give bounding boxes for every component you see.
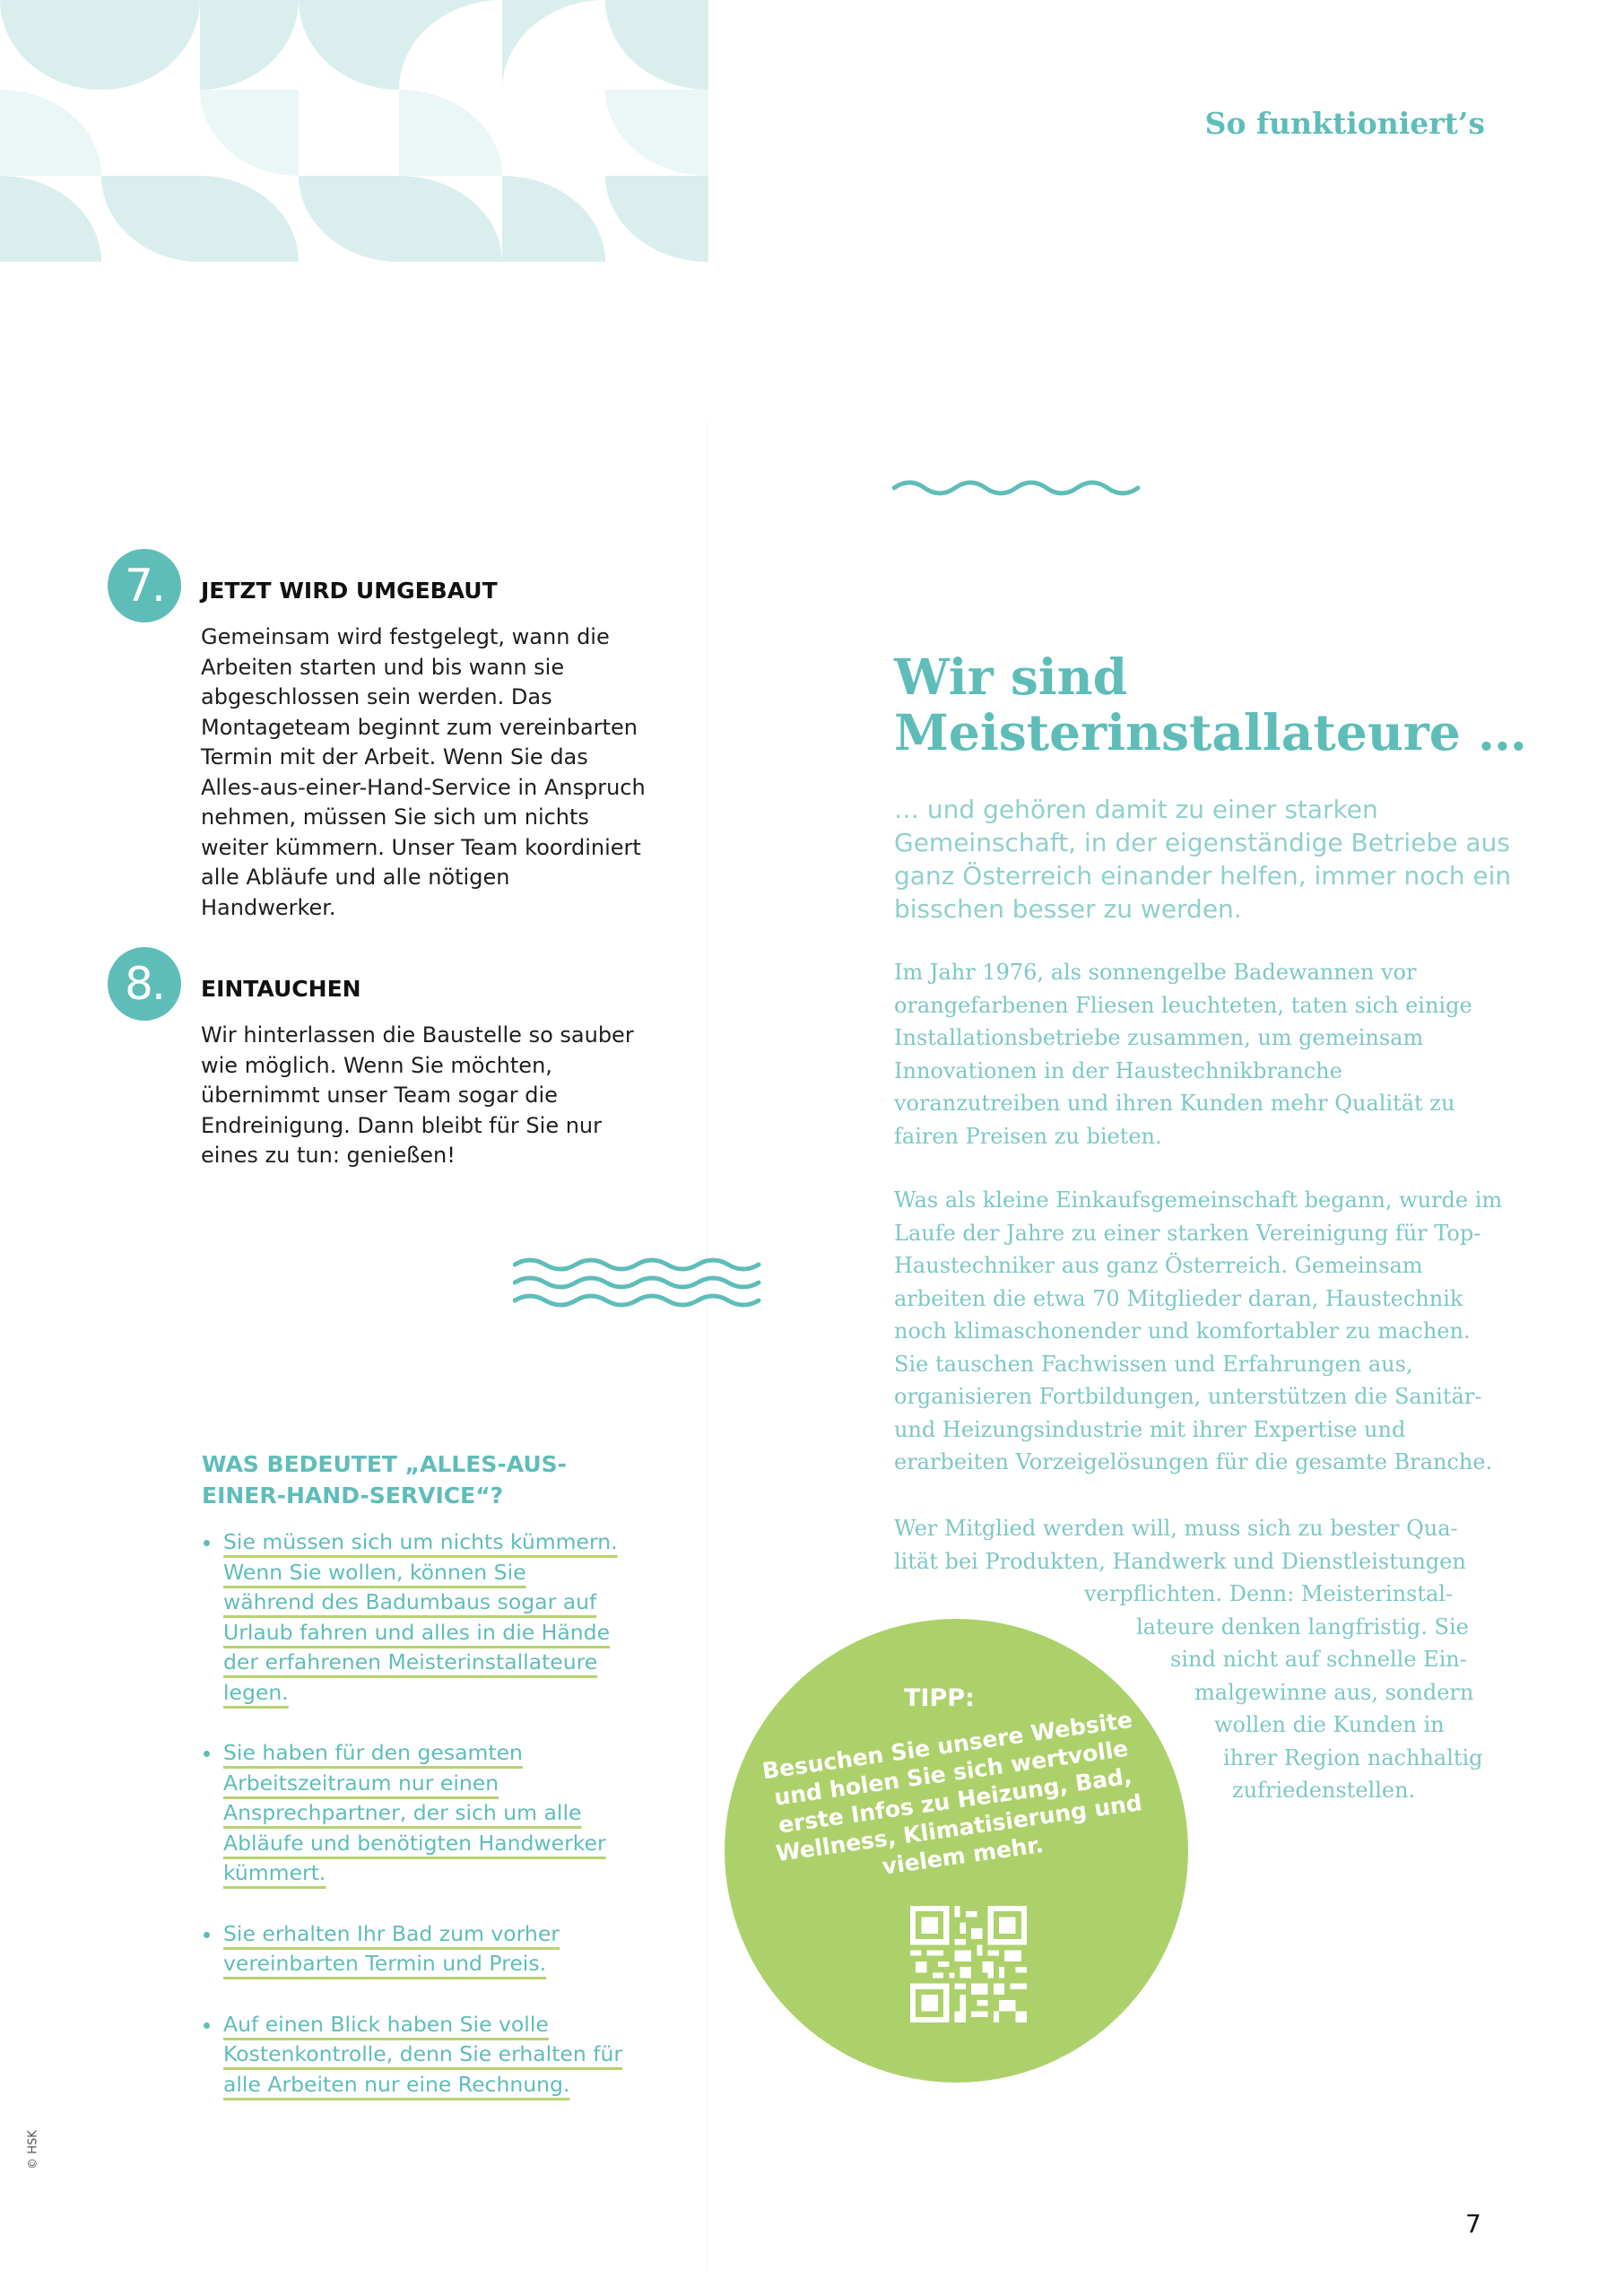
paragraph-line: zufriedenstellen. [1232, 1778, 1416, 1803]
service-item-text: Sie müssen sich um nichts kümmern. Wenn Sie wollen, können Sie während des Badumbaus sogar auf Urlaub fahren und alles in die Hände der erfahrenen Meisterinstallateure legen. [223, 1529, 618, 1705]
page-divider [707, 422, 708, 2269]
section-title: So funktioniert’s [1204, 106, 1485, 141]
service-item-text: Auf einen Blick haben Sie volle Kostenkontrolle, denn Sie erhalten für alle Arbeiten nur eine Rechnung. [223, 2011, 623, 2097]
photo-credit-text: © HSK [26, 2130, 40, 2170]
article-subtitle: … und gehören damit zu einer starken Gemeinschaft, in der eigenständige Betriebe aus ganz Österreich einander helfen, immer noch ein bisschen besser zu werden. [894, 795, 1512, 924]
qr-code-icon[interactable] [910, 1906, 1027, 2022]
step-heading: EINTAUCHEN [201, 976, 361, 1002]
service-item-text: Sie haben für den gesamten Arbeitszeitraum nur einen Ansprechpartner, der sich um alle Abläufe und benötigten Handwerker kümmert. [223, 1740, 606, 1885]
list-item [202, 1527, 623, 1708]
wave-decoration-icon [892, 474, 1143, 500]
paragraph-line: lateure denken langfristig. Sie [1136, 1613, 1469, 1639]
service-heading: WAS BEDEUTET „ALLES-AUS-EINER-HAND-SERVICE“? [202, 1451, 568, 1509]
article-title: Wir sind Meisterinstallateure … [894, 648, 1527, 761]
step-number-badge: 7. [108, 549, 181, 622]
service-item-text: Sie erhalten Ihr Bad zum vorher vereinbarten Termin und Preis. [223, 1920, 560, 1976]
list-item [202, 1738, 623, 1889]
article-paragraph-2: Was als kleine Einkaufsgemeinschaft begann, wurde im Laufe der Jahre zu einer starken Vereinigung für Top-Haustechniker aus ganz Österreich. Gemeinsam arbeiten die etwa 70 Mitglieder daran, Haustechnik noch klimaschonender und komfortabler zu machen. Sie tauschen Fachwissen und Erfahrungen aus, organisieren Fortbildungen, unterstützen die Sanitär- und Heizungsindustrie mit ihrer Expertise und erarbeiten Vorzeigelösungen für die gesamte Branche. [894, 1187, 1503, 1474]
tip-text: Besuchen Sie unsere Website und holen Sie sich wertvolle erste Infos zu Heizung, Bad, Wellness, Klimatisierung und vielem mehr. [760, 1706, 1144, 1880]
step-number-badge: 8. [108, 947, 181, 1021]
paragraph-line: Wer Mitglied werden will, muss sich zu bester Qua- [894, 1516, 1458, 1541]
bullet-icon [204, 1540, 210, 1546]
decorative-tile-pattern [0, 0, 708, 262]
page-number: 7 [1465, 2209, 1481, 2239]
paragraph-line: malgewinne aus, sondern [1194, 1679, 1474, 1705]
step-body: Wir hinterlassen die Baustelle so sauber wie möglich. Wenn Sie möchten, übernimmt unser Team sogar die Endreinigung. Dann bleibt für Sie nur eines zu tun: genießen! [201, 1022, 634, 1168]
paragraph-line: wollen die Kunden in [1214, 1712, 1445, 1737]
bullet-icon [204, 1751, 210, 1757]
service-info-box [202, 1448, 623, 2130]
tip-label: TIPP: [904, 1684, 975, 1712]
bullet-icon [204, 2022, 210, 2029]
article-paragraph-1: Im Jahr 1976, als sonnengelbe Badewannen vor orangefarbenen Fliesen leuchteten, taten sich einige Installationsbetriebe zusammen, um gemeinsam Innovationen in der Haustechnikbranche voranzutreiben und ihren Kunden mehr Qualität zu fairen Preisen zu bieten. [894, 960, 1472, 1149]
list-item [202, 1919, 623, 1979]
step-heading: JETZT WIRD UMGEBAUT [201, 578, 498, 604]
step-body: Gemeinsam wird festgelegt, wann die Arbeiten starten und bis wann sie abgeschlossen sein werden. Das Montageteam beginnt zum vereinbarten Termin mit der Arbeit. Wenn Sie das Alles-aus-einer-Hand-Service in Anspruch nehmen, müssen Sie sich um nichts weiter kümmern. Unser Team koordiniert alle Abläufe und alle nötigen Handwerker. [201, 624, 646, 920]
wave-decoration-icon [513, 1254, 766, 1311]
bullet-icon [204, 1932, 210, 1938]
photo-credit [20, 2127, 47, 2172]
service-list [202, 1527, 623, 2100]
paragraph-line: lität bei Produkten, Handwerk und Dienstleistungen [894, 1548, 1466, 1574]
paragraph-line: sind nicht auf schnelle Ein- [1170, 1647, 1467, 1672]
list-item [202, 2010, 623, 2100]
paragraph-line: ihrer Region nachhaltig [1223, 1744, 1483, 1770]
paragraph-line: verpflichten. Denn: Meisterinstal- [1084, 1581, 1454, 1606]
